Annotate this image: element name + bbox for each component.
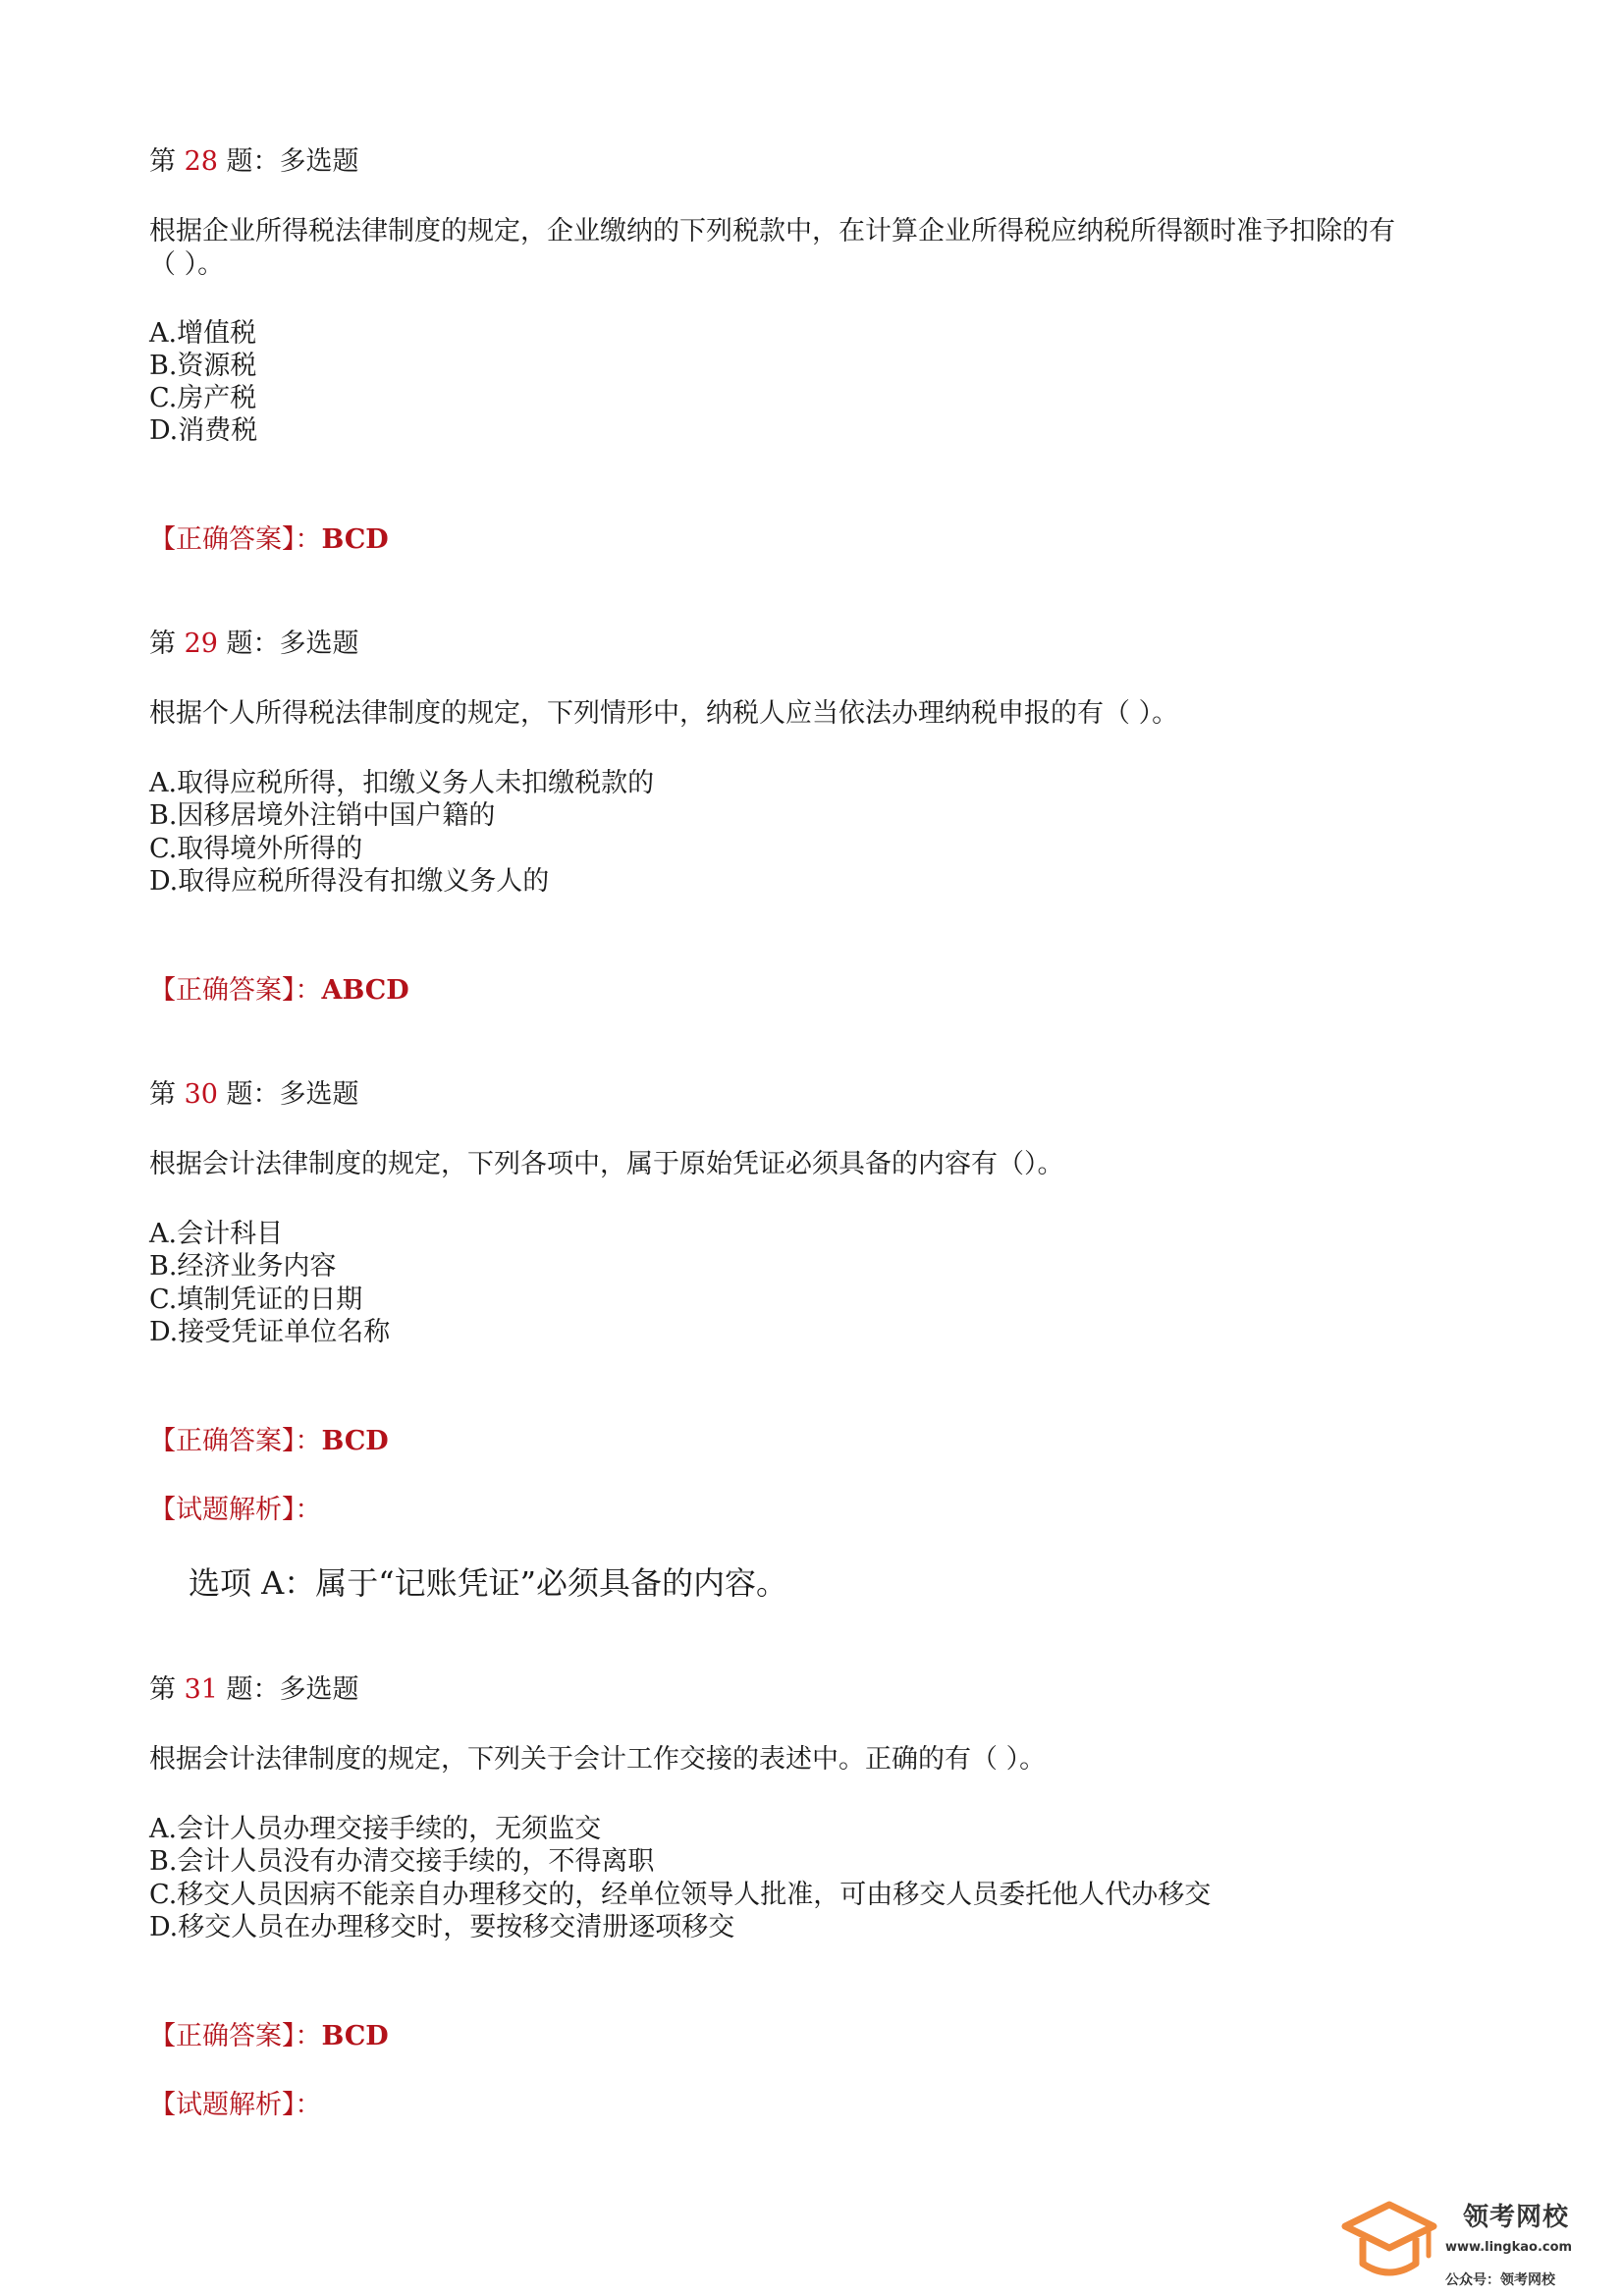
option-d: D.取得应税所得没有扣缴义务人的	[149, 866, 550, 897]
analysis-label: 【试题解析】：	[149, 2090, 322, 2120]
question-number: 30	[184, 1079, 218, 1110]
brand-name: 领考网校	[1463, 2203, 1570, 2232]
correct-answer: 【正确答案】：BCD	[149, 524, 389, 555]
correct-answer: 【正确答案】：BCD	[149, 2021, 389, 2051]
option-a: A.取得应税所得，扣缴义务人未扣缴税款的	[149, 768, 655, 798]
question-number: 28	[184, 146, 218, 177]
question-stem: 根据企业所得税法律制度的规定，企业缴纳的下列税款中，在计算企业所得税应纳税所得额时准予扣除的有	[149, 216, 1395, 246]
option-d: D.接受凭证单位名称	[149, 1317, 391, 1347]
question-number: 31	[184, 1674, 218, 1705]
brand-wechat: 公众号：领考网校	[1445, 2272, 1555, 2288]
option-a: A.会计科目	[149, 1219, 284, 1249]
question-number: 29	[184, 629, 218, 659]
option-b: B.会计人员没有办清交接手续的，不得离职	[149, 1846, 655, 1877]
option-d: D.消费税	[149, 415, 258, 446]
question-stem: 根据个人所得税法律制度的规定，下列情形中，纳税人应当依法办理纳税申报的有（ ）。	[149, 698, 1179, 729]
question-header: 第 31 题：多选题	[149, 1674, 359, 1705]
graduation-cap-icon	[1335, 2195, 1443, 2293]
option-a: A.增值税	[149, 318, 257, 349]
brand-logo	[1335, 2195, 1591, 2293]
analysis-label: 【试题解析】：	[149, 1495, 322, 1525]
question-stem: 根据会计法律制度的规定，下列各项中，属于原始凭证必须具备的内容有（）。	[149, 1149, 1064, 1179]
option-a: A.会计人员办理交接手续的，无须监交	[149, 1814, 602, 1844]
question-header: 第 28 题：多选题	[149, 146, 359, 177]
option-c: C.取得境外所得的	[149, 834, 363, 864]
option-c: C.移交人员因病不能亲自办理移交的，经单位领导人批准，可由移交人员委托他人代办移交	[149, 1880, 1212, 1910]
question-header: 第 30 题：多选题	[149, 1079, 359, 1110]
option-c: C.填制凭证的日期	[149, 1285, 363, 1315]
correct-answer: 【正确答案】：BCD	[149, 1426, 389, 1456]
brand-url: www.lingkao.com	[1445, 2240, 1573, 2255]
option-c: C.房产税	[149, 383, 257, 413]
question-stem: （ ）。	[149, 249, 225, 280]
option-b: B.经济业务内容	[149, 1251, 337, 1282]
option-b: B.因移居境外注销中国户籍的	[149, 800, 496, 831]
correct-answer: 【正确答案】：ABCD	[149, 975, 409, 1006]
option-b: B.资源税	[149, 351, 257, 381]
question-stem: 根据会计法律制度的规定，下列关于会计工作交接的表述中。正确的有（ ）。	[149, 1744, 1047, 1775]
question-header: 第 29 题：多选题	[149, 629, 359, 659]
option-d: D.移交人员在办理移交时，要按移交清册逐项移交	[149, 1912, 735, 1942]
analysis-text: 选项 A：属于“记账凭证”必须具备的内容。	[189, 1564, 788, 1602]
